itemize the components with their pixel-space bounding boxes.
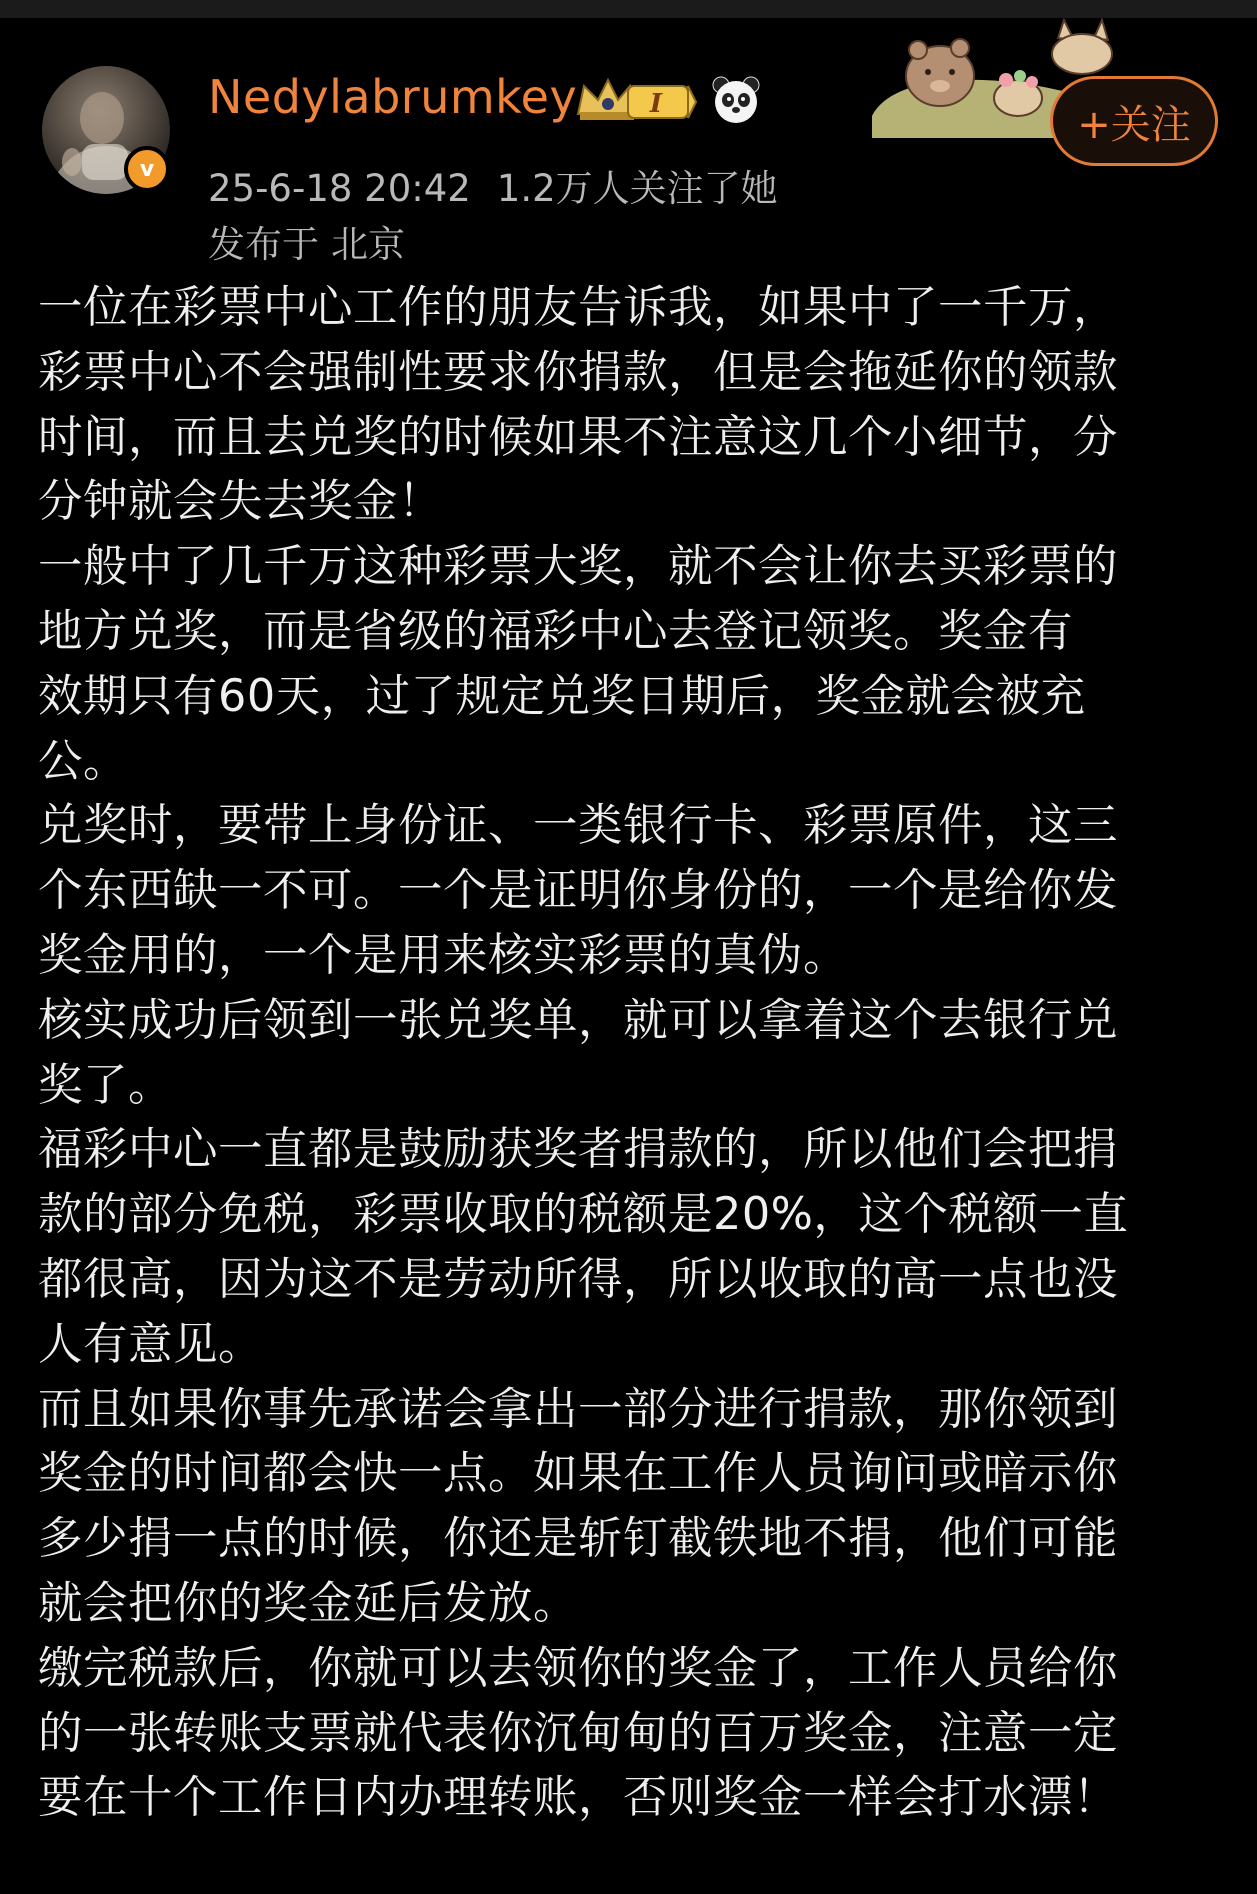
follower-count: 1.2万人关注了她 bbox=[496, 167, 778, 210]
post-timestamp: 25-6-18 20:42 bbox=[208, 167, 471, 210]
verified-badge-icon: v bbox=[124, 146, 170, 192]
post-content bbox=[38, 276, 1222, 1831]
post-paragraph: 而且如果你事先承诺会拿出一部分进行捐款，那你领到 奖金的时间都会快一点。如果在工作人员询问或暗示你 多少捐一点的时候，你还是斩钉截铁地不捐，他们可能 就会把你的奖金延后发放。 bbox=[38, 1383, 1119, 1629]
post-paragraph: 兑奖时，要带上身份证、一类银行卡、彩票原件，这三 个东西缺一不可。一个是证明你身份的，一个是给你发 奖金用的，一个是用来核实彩票的真伪。 bbox=[38, 800, 1119, 981]
author-avatar[interactable] bbox=[42, 66, 170, 194]
post-paragraph: 一位在彩票中心工作的朋友告诉我，如果中了一千万， 彩票中心不会强制性要求你捐款，但是会拖延你的领款 时间，而且去兑奖的时候如果不注意这几个小细节，分 分钟就会失去奖金！ bbox=[38, 282, 1119, 528]
author-name[interactable]: Nedylabrumkey bbox=[208, 70, 578, 124]
post-paragraph: 缴完税款后，你就可以去领你的奖金了，工作人员给你 的一张转账支票就代表你沉甸甸的百万奖金，注意一定 要在十个工作日内办理转账，否则奖金一样会打水漂！ bbox=[38, 1642, 1119, 1824]
location-prefix: 发布于 bbox=[208, 223, 319, 266]
status-bar-strip bbox=[0, 0, 1257, 18]
post-paragraph: 福彩中心一直都是鼓励获奖者捐款的，所以他们会把捐 款的部分免税，彩票收取的税额是20%，这个税额一直 都很高，因为这不是劳动所得，所以收取的高一点也没 人有意见。 bbox=[38, 1124, 1129, 1370]
post-paragraph: 一般中了几千万这种彩票大奖，就不会让你去买彩票的 地方兑奖，而是省级的福彩中心去登记领奖。奖金有 效期只有60天，过了规定兑奖日期后，奖金就会被充 公。 bbox=[38, 541, 1119, 787]
location-name: 北京 bbox=[331, 223, 405, 266]
post-paragraph: 核实成功后领到一张兑奖单，就可以拿着这个去银行兑 奖了。 bbox=[38, 994, 1119, 1111]
vip-level-text: I bbox=[649, 89, 663, 119]
post-meta bbox=[208, 158, 778, 212]
panda-icon bbox=[710, 74, 762, 126]
post-header bbox=[0, 18, 1257, 266]
follow-button[interactable]: +关注 bbox=[1050, 76, 1218, 166]
vip-crown-badge-icon[interactable] bbox=[570, 74, 698, 126]
post-location bbox=[208, 214, 405, 268]
